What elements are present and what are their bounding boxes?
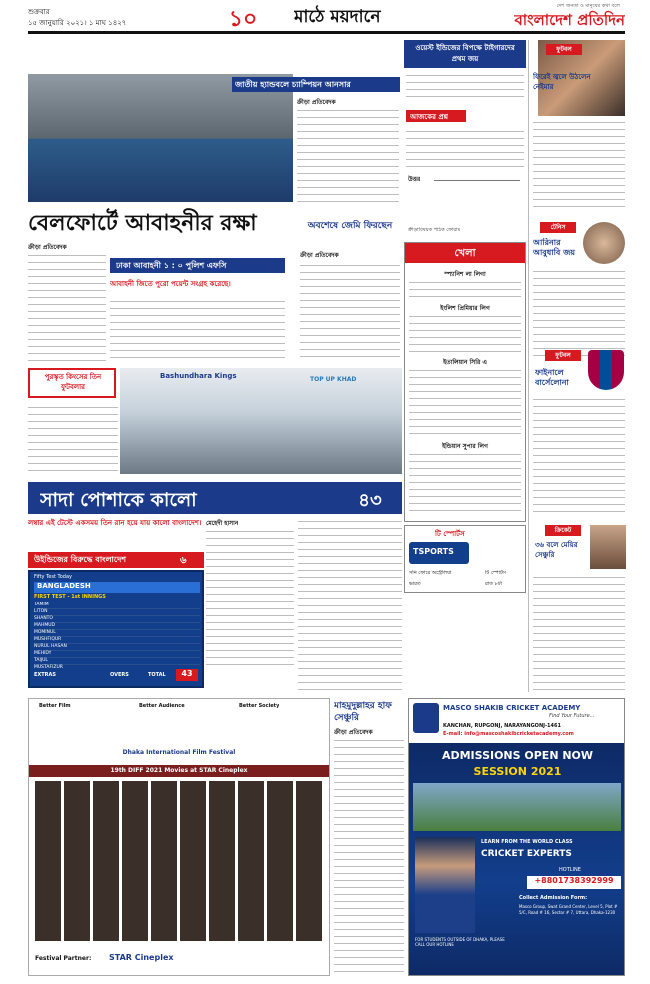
- fixture-league-1: স্প্যানিশ লা লিগা: [444, 271, 486, 278]
- neymar-tag: ফুটবল: [546, 44, 582, 55]
- sada-lede: লম্বার এই টেস্টে একসময় তিন রান হয়ে যায় কালো বাংলাদেশ।: [28, 519, 202, 527]
- scorecard-extras: EXTRAS: [34, 672, 57, 678]
- kings-text: [28, 404, 118, 476]
- scorecard-player: MEHIDY: [34, 651, 200, 658]
- tennis-title: আরিনার আবুধাবি জয়: [533, 238, 575, 257]
- fixture-rows-2: [409, 313, 521, 353]
- outside-dhaka-note: FOR STUDENTS OUTSIDE OF DHAKA, PLEASE CALL OUR HOTLINE: [415, 937, 505, 947]
- answer-label: উত্তর: [408, 176, 421, 183]
- zemi-text: [300, 262, 400, 362]
- barca-text: [533, 396, 625, 516]
- fixture-rows-3: [409, 367, 521, 437]
- belfort-kicker: ঢাকা আবাহনী ১ : ০ পুলিশ এফসি: [116, 261, 227, 270]
- fixture-league-2: ইংলিশ প্রিমিয়ার লিগ: [440, 305, 490, 312]
- masco-ad: [408, 698, 625, 976]
- fixture-title: খেলা: [454, 248, 476, 259]
- kings-award-photo: [120, 368, 402, 474]
- zemi-title: অবশেষে জেমি ফিরছেন: [307, 221, 393, 231]
- tsports-row1-right: টি স্পোর্টস: [485, 570, 506, 576]
- shakib-photo: [415, 837, 475, 933]
- scorecard-total: 43: [176, 669, 198, 681]
- arina-photo: [583, 222, 625, 264]
- sada-headline: সাদা পোশাকে কালো: [40, 489, 197, 511]
- smriti-photo: [590, 525, 626, 569]
- brand-tagline: দেশ জনতা ও মানুষের কথা বলে: [556, 3, 620, 9]
- fixture-league-3: ইতালিয়ান সিরি এ: [443, 359, 487, 366]
- sada-sub-banner-no: ৬: [180, 555, 187, 566]
- scorecard-innings: FIRST TEST - 1st INNINGS: [34, 594, 106, 600]
- day-label: শুক্রবার: [28, 8, 50, 16]
- belfort-col2-text: [110, 298, 285, 362]
- belfort-headline: বেলফোর্টে আবাহনীর রক্ষা: [28, 211, 257, 236]
- belfort-byline: ক্রীড়া প্রতিবেদক: [28, 244, 67, 251]
- hotline-number[interactable]: +8801738392999: [527, 876, 621, 889]
- brand-logo: বাংলাদেশ প্রতিদিন: [514, 11, 625, 29]
- handball-team-photo: [28, 74, 293, 202]
- festival-badge-2: Better Audience: [139, 703, 185, 709]
- topup-logo: TOP UP KHAD: [310, 376, 357, 383]
- scorecard-total-label: TOTAL: [148, 672, 166, 678]
- masco-tag: Find Your Future...: [549, 713, 595, 719]
- mahmudullah-title: মাহমুদুল্লাহর হাফ সেঞ্চুরি: [334, 701, 392, 723]
- handball-byline: ক্রীড়া প্রতিবেদক: [297, 99, 336, 106]
- kings-tag: পুরস্কৃত কিংসের তিন ফুটবলার: [44, 373, 102, 391]
- masco-email: E-mail: info@mascoshakibcricketacademy.com: [443, 731, 574, 737]
- tsports-row1-left: সনি ফোরে অস্ট্রেলিয়া: [409, 570, 452, 576]
- festival-tagline: 19th DIFF 2021 Movies at STAR Cineplex: [110, 767, 248, 774]
- belfort-subhead: আবাহনী জিতে পুরো পয়েন্ট সংগ্রহ করেছে।: [110, 280, 231, 288]
- answer-line: [434, 180, 520, 181]
- dhaka-film-festival-ad: [28, 698, 330, 976]
- scorecard-player: MAHMUD: [34, 623, 200, 630]
- mahmudullah-byline: ক্রীড়া প্রতিবেদক: [334, 729, 373, 736]
- handball-banner-text: জাতীয় হ্যান্ডবলে চ্যাম্পিয়ন আনসার: [235, 80, 351, 89]
- scorecard-player: MUSTAFIZUR: [34, 665, 200, 668]
- masthead: [0, 0, 650, 42]
- festival-partner-label: Festival Partner:: [35, 955, 92, 962]
- scorecard-title: Fifty Test Today: [34, 574, 72, 580]
- masco-logo: [413, 703, 439, 733]
- tsports-row2-left: ভারত: [409, 581, 421, 587]
- mahmudullah-text: [334, 737, 404, 976]
- fixture-rows-4: [409, 451, 521, 517]
- fixture-league-4: ইন্ডিয়ান সুপার লিগ: [442, 443, 488, 450]
- kings-logo: Bashundhara Kings: [160, 372, 237, 380]
- experts-line: CRICKET EXPERTS: [481, 849, 572, 859]
- collect-form-address: Masco Group, Swat Grand Center, Level 5, Plot # 5/C, Road # 16, Sector # 7, Uttara, Dhaka-1230: [519, 904, 618, 915]
- festival-name: Dhaka International Film Festival: [122, 749, 236, 756]
- smriti-title: ৩৬ বলে মেয়ির সেঞ্চুরি: [535, 541, 578, 559]
- barca-crest: [588, 350, 624, 390]
- sada-sub-banner: উইন্ডিজের বিরুদ্ধে বাংলাদেশ: [34, 555, 127, 564]
- page-number: ১০: [228, 7, 258, 28]
- tennis-tag: টেনিস: [540, 222, 576, 233]
- barca-tag: ফুটবল: [545, 350, 581, 361]
- belfort-col1-text: [28, 252, 106, 362]
- scorecard-player: SHANTO: [34, 616, 200, 623]
- scorecard-rows: [34, 602, 200, 668]
- smriti-tag: ক্রিকেট: [545, 525, 581, 536]
- tsports-row2-right: রাত ৮টা: [485, 581, 502, 587]
- hotline-label: HOTLINE: [559, 867, 581, 873]
- west-indies-title: ওয়েস্ট ইন্ডিজের বিপক্ষে টাইগারদের প্রথম জয়: [415, 44, 515, 63]
- sada-page-badge: ৪৩: [358, 490, 382, 510]
- tsports-logo-text: TSPORTS: [413, 547, 454, 556]
- quiz-label-text: আজকের প্রশ্ন: [410, 113, 449, 121]
- admissions-open: ADMISSIONS OPEN NOW: [441, 749, 594, 762]
- learn-line: LEARN FROM THE WORLD CLASS: [481, 839, 573, 845]
- scorecard-player: TAIJUL: [34, 658, 200, 665]
- reader-forum-label: ক্রীড়াবিষয়ক পাঠক ফোরাম: [408, 227, 461, 233]
- smriti-text: [533, 574, 625, 692]
- handball-story-text: [297, 107, 399, 203]
- festival-badge-1: Better Film: [39, 703, 71, 709]
- festival-poster-grid: [35, 781, 325, 941]
- masco-title: MASCO SHAKIB CRICKET ACADEMY: [443, 704, 581, 712]
- scorecard: [28, 570, 204, 688]
- tennis-text: [533, 268, 625, 358]
- west-indies-box: [404, 40, 526, 238]
- neymar-title: ফিরেই জ্বলে উঠলেন নেইমার: [533, 73, 591, 91]
- sada-col2-text: [298, 518, 402, 694]
- scorecard-team: BANGLADESH: [34, 582, 200, 593]
- academy-photo: [413, 783, 621, 831]
- sada-col1-text: [206, 528, 294, 668]
- sada-byline: মেহেদী হাসান: [206, 520, 239, 527]
- tsports-box: [404, 525, 526, 593]
- star-cineplex-logo: STAR Cineplex: [109, 953, 174, 962]
- column-rule: [528, 40, 529, 692]
- session-year: SESSION 2021: [473, 765, 562, 778]
- scorecard-player: MOMINUL: [34, 630, 200, 637]
- fixture-box: [404, 242, 526, 522]
- date-label: ১৫ জানুয়ারি ২০২১। ১ মাঘ ১৪২৭: [28, 19, 127, 27]
- quiz-question: [406, 128, 524, 168]
- neymar-story-text: [533, 119, 625, 207]
- festival-badge-3: Better Society: [239, 703, 280, 709]
- west-indies-text: [406, 72, 524, 102]
- scorecard-player: NURUL HASAN: [34, 644, 200, 651]
- fixture-rows-1: [409, 279, 521, 301]
- zemi-byline: ক্রীড়া প্রতিবেদক: [300, 252, 339, 259]
- collect-form-label: Collect Admission Form:: [519, 895, 588, 901]
- header-rule: [28, 31, 625, 34]
- scorecard-player: TAMIM: [34, 602, 200, 609]
- tsports-brand: টি স্পোর্টস: [435, 530, 465, 538]
- scorecard-player: MUSHFIQUR: [34, 637, 200, 644]
- masco-address: KANCHAN, RUPGONJ, NARAYANGONJ-1461: [443, 723, 561, 729]
- section-title: মাঠে ময়দানে: [294, 7, 381, 26]
- scorecard-player: LITON: [34, 609, 200, 616]
- barca-title: ফাইনালে বার্সেলোনা: [535, 368, 569, 387]
- scorecard-overs: OVERS: [110, 672, 129, 678]
